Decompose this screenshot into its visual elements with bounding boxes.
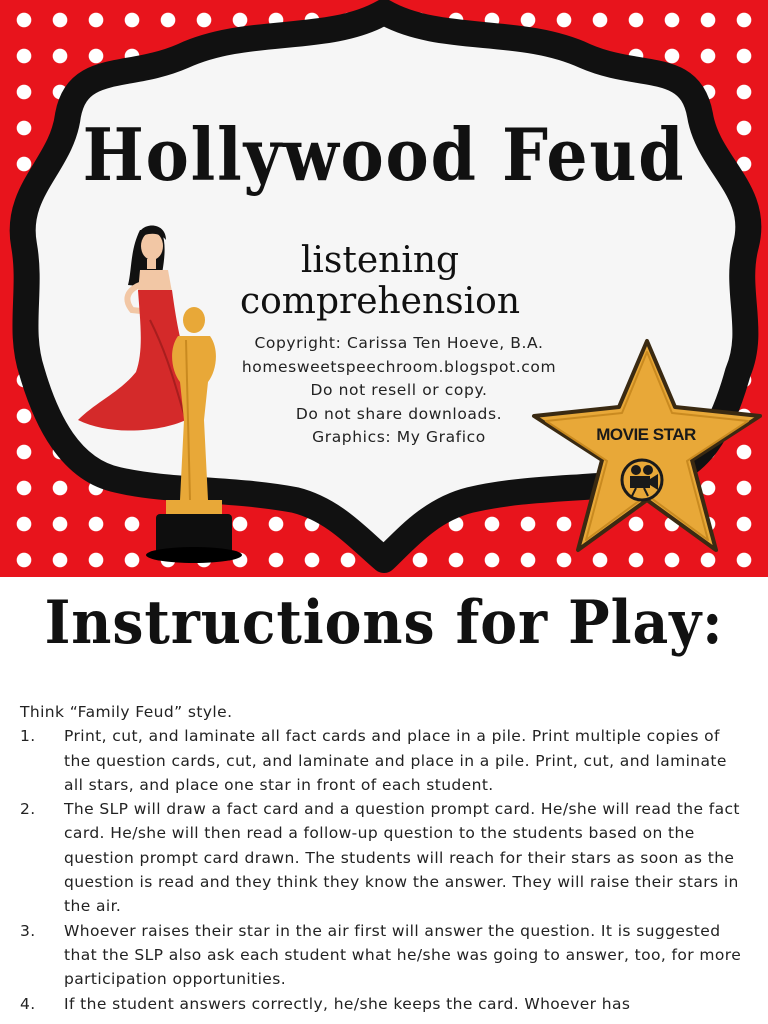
step-text: Print, cut, and laminate all fact cards and place in a pile. Print multiple copies of the question cards, cut, and laminate and place in a pile. Print, cut, and laminate all stars, and place one star in front of each student. [64,727,727,794]
credit-graphics: Graphics: My Grafico [312,428,486,446]
step-text: If the student answers correctly, he/she keeps the card. Whoever has [64,994,631,1013]
movie-star-label: MOVIE STAR [596,425,696,444]
woman-in-red-dress-illustration [78,226,191,431]
list-item [20,919,750,992]
cover-title: Hollywood Feud [82,112,686,197]
instructions-intro: Think “Family Feud” style. [20,703,233,721]
step-number: 1. [20,727,36,746]
instructions-body [20,700,750,1016]
instructions-heading: Instructions for Play: [44,588,724,658]
list-item [20,992,750,1016]
credit-no-resell: Do not resell or copy. [310,381,488,399]
step-number: 4. [20,994,36,1013]
film-camera-icon [622,460,662,500]
step-text: The SLP will draw a fact card and a question prompt card. He/she will read the fact card. He/she will then read a follow-up question to the students based on the question prompt card drawn. The students will reach for their stars as soon as the question is read and they think they know the answer. They will raise their stars in the air. [64,800,740,916]
list-item [20,724,750,797]
credit-copyright: Copyright: Carissa Ten Hoeve, B.A. [254,334,544,352]
step-number: 2. [20,800,36,819]
step-text: Whoever raises their star in the air first will answer the question. It is suggested that the SLP also ask each student what he/she was going to answer, too, for more participation opportunities. [64,921,742,989]
credit-blog: homesweetspeechroom.blogspot.com [241,357,557,376]
credit-no-share: Do not share downloads. [295,404,503,423]
cover-subtitle: listening comprehension [239,240,521,322]
movie-star-badge-icon [534,341,760,550]
list-item [20,797,750,918]
instructions-steps [20,724,750,1016]
step-number: 3. [20,921,36,940]
